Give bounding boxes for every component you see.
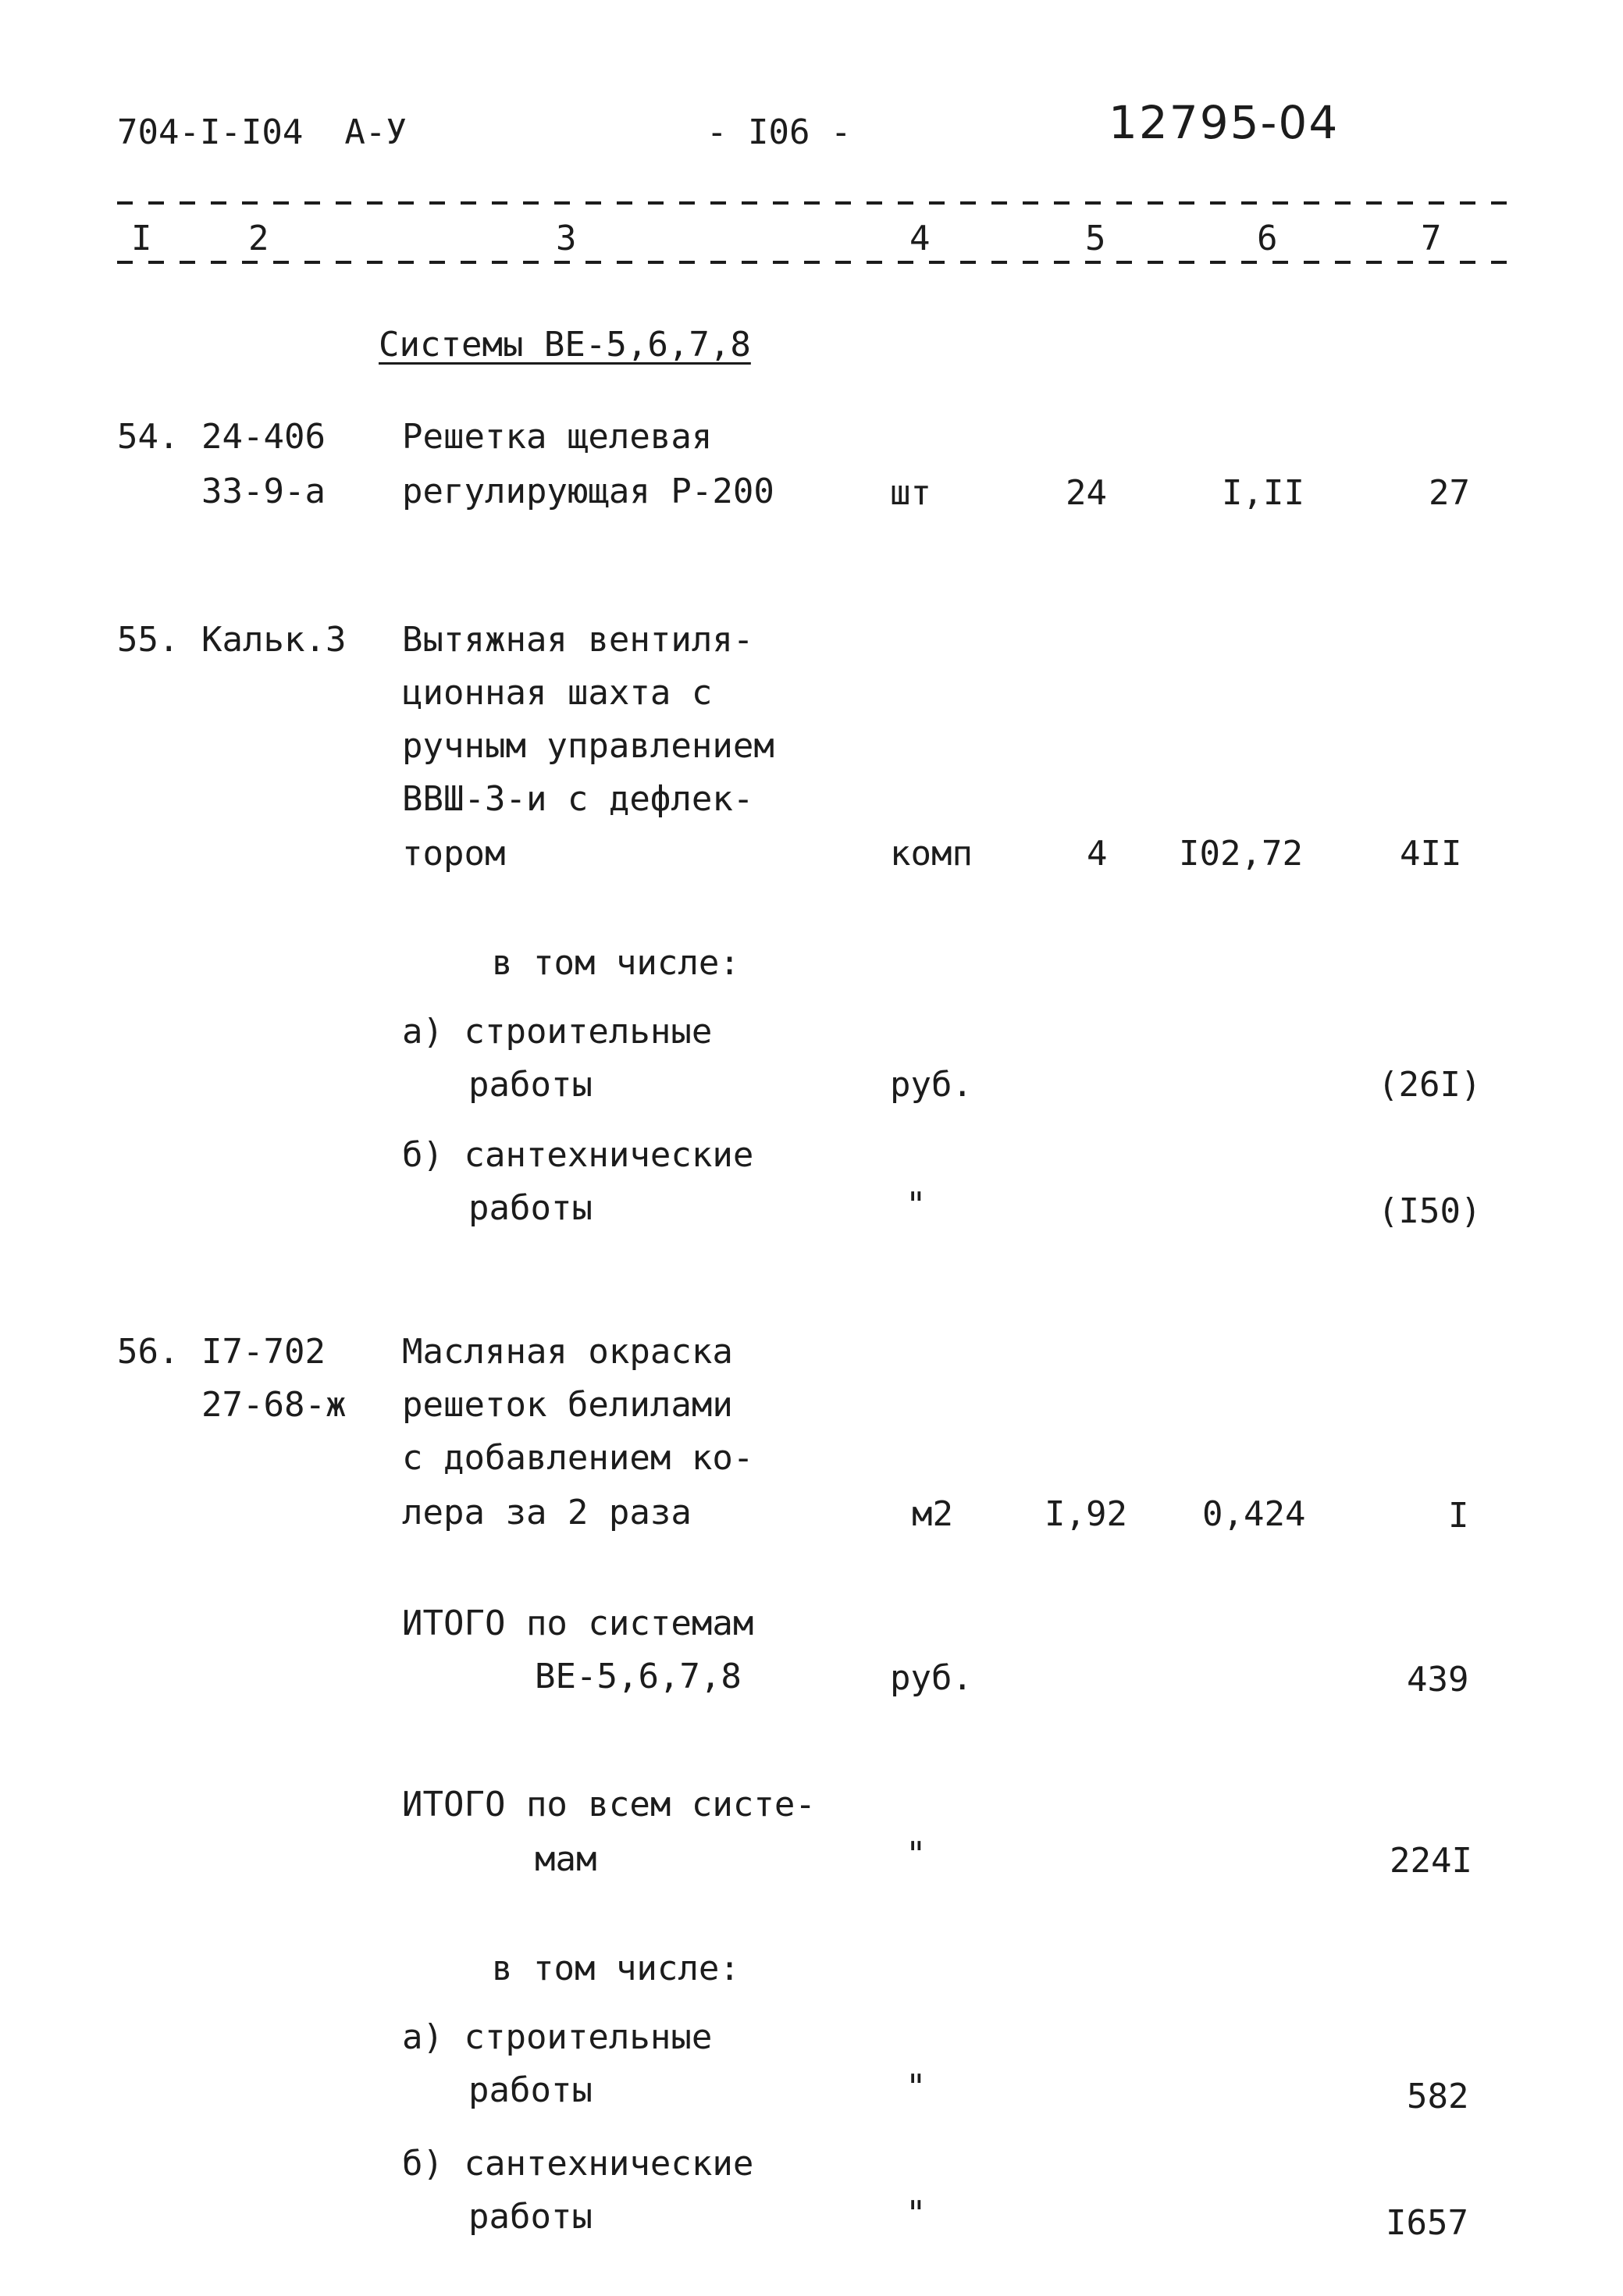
document-code: 704-I-I04 А-У xyxy=(117,112,407,152)
row-unit: комп xyxy=(890,834,973,874)
including-label: в том числе: xyxy=(492,1949,740,1988)
sub-item-a-total: (26I) xyxy=(1378,1065,1482,1105)
row-number: 54. xyxy=(117,417,180,457)
grand-total-unit: " xyxy=(906,1835,927,1874)
subtotal-unit: руб. xyxy=(890,1658,973,1698)
sub-item-a-unit: " xyxy=(906,2067,927,2107)
row-number: 56. xyxy=(117,1332,180,1372)
row-quantity: 24 xyxy=(1066,473,1107,513)
row-total: 4II xyxy=(1400,834,1462,874)
subtotal-label-cont: ВЕ-5,6,7,8 xyxy=(535,1657,742,1696)
sub-item-b-unit: " xyxy=(906,2194,927,2234)
row-code: 24-406 xyxy=(201,417,326,457)
row-total: I xyxy=(1448,1496,1469,1536)
sub-item-b: б) сантехнические xyxy=(402,2144,754,2184)
row-description: Вытяжная вентиля- xyxy=(402,620,754,660)
row-code: I7-702 xyxy=(201,1332,326,1372)
sub-item-b-total: I657 xyxy=(1386,2203,1468,2243)
sub-item-b-total: (I50) xyxy=(1378,1191,1482,1231)
header-dash-line-top xyxy=(117,201,1522,205)
row-code: 33-9-а xyxy=(201,472,326,511)
row-description: ционная шахта с xyxy=(402,673,713,713)
row-description: решеток белилами xyxy=(402,1385,733,1425)
row-total: 27 xyxy=(1429,473,1470,513)
row-quantity: I,92 xyxy=(1045,1494,1127,1534)
header-dash-line-bottom xyxy=(117,261,1522,264)
sub-item-a-cont: работы xyxy=(468,2070,593,2110)
column-number-3: 3 xyxy=(556,219,577,258)
row-description: ручным управлением xyxy=(402,726,774,766)
sub-item-a-unit: руб. xyxy=(890,1065,973,1105)
sub-item-b-cont: работы xyxy=(468,2197,593,2237)
row-description: Масляная окраска xyxy=(402,1332,733,1372)
row-description: тором xyxy=(402,834,506,874)
row-quantity: 4 xyxy=(1087,834,1108,874)
row-number: 55. xyxy=(117,620,180,660)
row-price: 0,424 xyxy=(1202,1494,1306,1534)
including-label: в том числе: xyxy=(492,943,740,983)
column-number-4: 4 xyxy=(909,219,931,258)
subtotal-total: 439 xyxy=(1407,1660,1469,1700)
section-title: Системы ВЕ-5,6,7,8 xyxy=(379,325,751,365)
column-number-1: I xyxy=(131,219,152,258)
sub-item-a-cont: работы xyxy=(468,1065,593,1105)
sub-item-a-total: 582 xyxy=(1407,2077,1469,2116)
handwritten-number: 12795-04 xyxy=(1109,96,1340,149)
page-number: - I06 - xyxy=(707,112,852,152)
row-description: регулирующая Р-200 xyxy=(402,472,774,511)
column-number-5: 5 xyxy=(1085,219,1106,258)
grand-total-label: ИТОГО по всем систе- xyxy=(402,1785,816,1824)
row-unit: шт xyxy=(890,473,931,513)
row-code: 27-68-ж xyxy=(201,1385,347,1425)
row-description: Решетка щелевая xyxy=(402,417,713,457)
subtotal-label: ИТОГО по системам xyxy=(402,1604,754,1643)
row-code: Кальк.3 xyxy=(201,620,347,660)
sub-item-b-unit: " xyxy=(906,1185,927,1225)
sub-item-b-cont: работы xyxy=(468,1188,593,1228)
row-price: I,II xyxy=(1222,473,1304,513)
row-unit: м2 xyxy=(912,1494,953,1534)
row-price: I02,72 xyxy=(1179,834,1303,874)
grand-total-label-cont: мам xyxy=(535,1839,597,1879)
row-description: ВВШ-3-и с дефлек- xyxy=(402,779,754,819)
column-number-7: 7 xyxy=(1421,219,1442,258)
row-description: с добавлением ко- xyxy=(402,1438,754,1478)
sub-item-a: а) строительные xyxy=(402,1012,713,1052)
row-description: лера за 2 раза xyxy=(402,1493,692,1532)
sub-item-b: б) сантехнические xyxy=(402,1135,754,1175)
column-number-6: 6 xyxy=(1257,219,1278,258)
grand-total-value: 224I xyxy=(1390,1841,1472,1881)
sub-item-a: а) строительные xyxy=(402,2017,713,2057)
column-number-2: 2 xyxy=(248,219,269,258)
